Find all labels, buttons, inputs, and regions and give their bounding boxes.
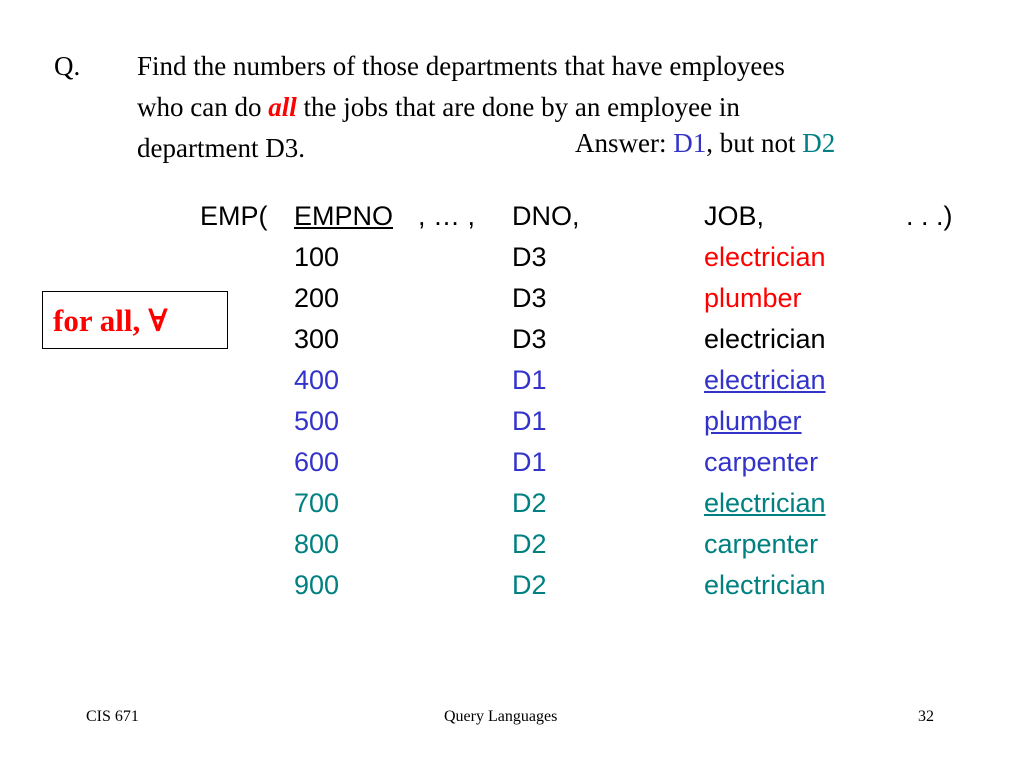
for-all-text: for all, bbox=[53, 303, 148, 338]
table-cell-job: electrician bbox=[704, 324, 826, 354]
table-cell-empno: 900 bbox=[294, 570, 340, 600]
table-cell-empno: 500 bbox=[294, 406, 340, 436]
table-cell-dno: D3 bbox=[512, 242, 547, 272]
table-cell-empno: 200 bbox=[294, 283, 340, 313]
table-cell-job: carpenter bbox=[704, 529, 819, 559]
table-cell-dno: D2 bbox=[512, 570, 547, 600]
table-header-tail: . . .) bbox=[906, 201, 953, 231]
table-cell-dno: D1 bbox=[512, 447, 547, 477]
question-line-3: department D3. bbox=[137, 133, 305, 163]
emphasis-all: all bbox=[268, 92, 297, 122]
question-line-2-prefix: who can do bbox=[137, 92, 269, 122]
question-line-2-suffix: the jobs that are done by an employee in bbox=[296, 92, 740, 122]
footer-course: CIS 671 bbox=[86, 708, 139, 725]
table-cell-empno: 700 bbox=[294, 488, 340, 518]
for-all-callout bbox=[42, 291, 228, 349]
footer-page-number: 32 bbox=[918, 708, 934, 725]
table-header-job: JOB, bbox=[704, 201, 765, 231]
table-header-key: EMPNO bbox=[294, 201, 394, 231]
table-cell-job: electrician bbox=[704, 570, 826, 600]
for-all-symbol-icon: ∀ bbox=[148, 303, 168, 338]
question-label: Q. bbox=[54, 51, 81, 81]
footer-topic: Query Languages bbox=[444, 708, 558, 725]
table-cell-job: electrician bbox=[704, 488, 826, 518]
table-cell-dno: D2 bbox=[512, 488, 547, 518]
table-header-dno: DNO, bbox=[512, 201, 580, 231]
table-cell-dno: D1 bbox=[512, 365, 547, 395]
answer-label: Answer: bbox=[575, 128, 674, 158]
table-cell-dno: D1 bbox=[512, 406, 547, 436]
table-cell-job: electrician bbox=[704, 242, 826, 272]
table-cell-empno: 400 bbox=[294, 365, 340, 395]
answer-mid: , but not bbox=[706, 128, 803, 158]
table-cell-job: plumber bbox=[704, 406, 802, 436]
question-line-1: Find the numbers of those departments that have employees bbox=[137, 51, 785, 81]
table-cell-empno: 300 bbox=[294, 324, 340, 354]
table-cell-empno: 100 bbox=[294, 242, 340, 272]
answer-d1: D1 bbox=[673, 128, 707, 158]
table-cell-dno: D3 bbox=[512, 283, 547, 313]
table-cell-empno: 800 bbox=[294, 529, 340, 559]
table-cell-empno: 600 bbox=[294, 447, 340, 477]
table-cell-job: electrician bbox=[704, 365, 826, 395]
table-cell-dno: D2 bbox=[512, 529, 547, 559]
table-header-prefix: EMP( bbox=[200, 201, 268, 231]
table-cell-job: plumber bbox=[704, 283, 802, 313]
table-cell-job: carpenter bbox=[704, 447, 819, 477]
table-header-after-key: , … , bbox=[418, 201, 476, 231]
table-cell-dno: D3 bbox=[512, 324, 547, 354]
answer-d2: D2 bbox=[802, 128, 836, 158]
